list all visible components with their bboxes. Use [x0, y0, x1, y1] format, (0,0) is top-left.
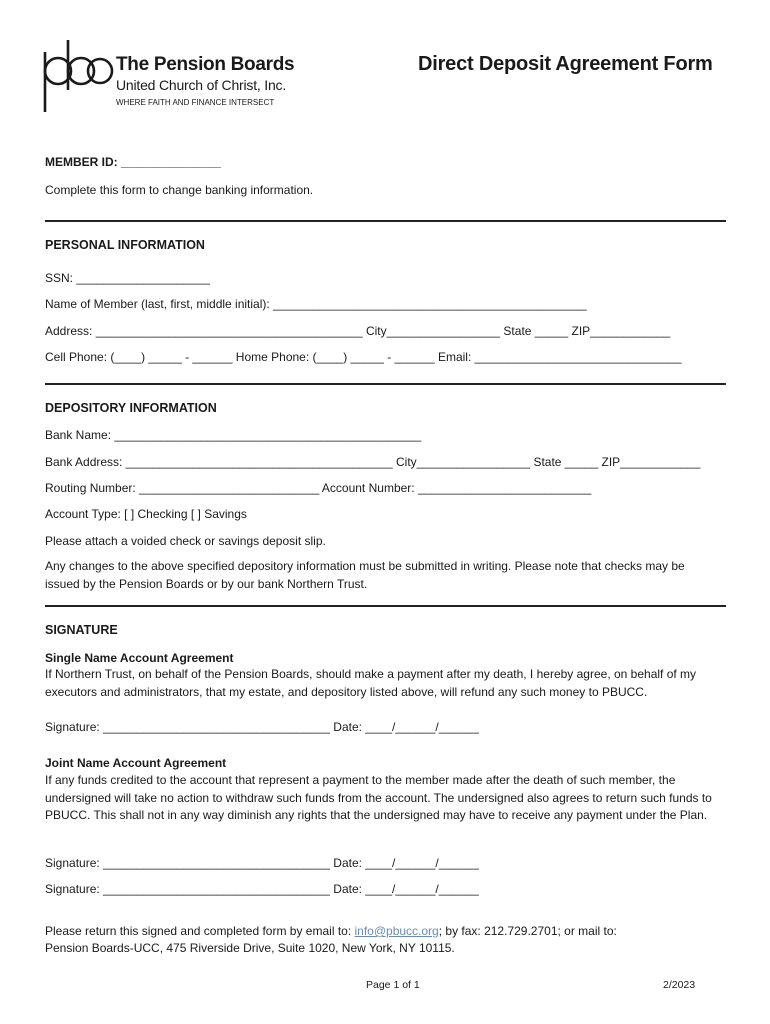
single-name-agreement-title: Single Name Account Agreement — [45, 651, 234, 665]
page-number: Page 1 of 1 — [366, 979, 420, 991]
mailing-address: Pension Boards-UCC, 475 Riverside Drive, Suite 1020, New York, NY 10115. — [45, 941, 455, 955]
email-link[interactable]: info@pbucc.org — [354, 924, 439, 938]
routing-account-fields[interactable]: Routing Number: ___________________________ Account Number: __________________________ — [45, 481, 592, 495]
ssn-field[interactable]: SSN: ____________________ — [45, 271, 210, 285]
signature-date-line-joint-1[interactable]: Signature: __________________________________ Date: ____/______/______ — [45, 856, 479, 870]
bank-name-field[interactable]: Bank Name: ______________________________________________ — [45, 428, 422, 442]
return-instructions — [45, 924, 617, 938]
address-field[interactable]: Address: ________________________________________ City_________________ State _____ ZIP____________ — [45, 324, 671, 338]
depository-info-heading: DEPOSITORY INFORMATION — [45, 401, 217, 415]
return-suffix: ; by fax: 212.729.2701; or mail to: — [438, 924, 617, 938]
account-type-checkboxes[interactable]: Account Type: [ ] Checking [ ] Savings — [45, 507, 247, 521]
phone-email-fields[interactable]: Cell Phone: (____) _____ - ______ Home Phone: (____) _____ - ______ Email: _______________________________ — [45, 350, 682, 364]
joint-name-agreement-text: If any funds credited to the account that represent a payment to the member made after the death of such member, the undersigned will take no action to withdraw such funds from the account. The undersigned also agrees to return such funds to PBUCC. This shall not in any way diminish any rights that the undersigned may have to receive any payment under the Plan. — [45, 773, 712, 822]
org-tagline: WHERE FAITH AND FINANCE INTERSECT — [116, 98, 275, 107]
form-title: Direct Deposit Agreement Form — [418, 53, 713, 75]
joint-name-agreement-title: Joint Name Account Agreement — [45, 756, 227, 770]
signature-date-line-single[interactable]: Signature: __________________________________ Date: ____/______/______ — [45, 720, 479, 734]
single-name-agreement-text: If Northern Trust, on behalf of the Pension Boards, should make a payment after my death, I hereby agree, on behalf of my executors and administrators, that my estate, and depository listed above, will refund any such money to PBUCC. — [45, 667, 697, 699]
signature-date-line-joint-2[interactable]: Signature: __________________________________ Date: ____/______/______ — [45, 882, 479, 896]
return-prefix: Please return this signed and completed form by email to: — [45, 924, 355, 938]
section-divider — [45, 220, 726, 222]
attach-check-note: Please attach a voided check or savings deposit slip. — [45, 534, 326, 548]
changes-notice: Any changes to the above specified depository information must be submitted in writing. Please note that checks may be issued by the Pension Boards or by our bank Northern Trust. — [45, 559, 685, 591]
form-version-date: 2/2023 — [663, 979, 696, 991]
form-instructions: Complete this form to change banking information. — [45, 183, 314, 197]
member-name-field[interactable]: Name of Member (last, first, middle initial): _______________________________________________ — [45, 297, 587, 311]
org-name: The Pension Boards — [116, 54, 295, 75]
section-divider — [45, 605, 726, 607]
pbo-logo-mark — [42, 38, 114, 116]
bank-address-field[interactable]: Bank Address: ________________________________________ City_________________ State _____ ZIP____________ — [45, 455, 701, 469]
member-id-field[interactable]: MEMBER ID: _______________ — [45, 155, 222, 169]
personal-info-heading: PERSONAL INFORMATION — [45, 238, 205, 252]
section-divider — [45, 383, 726, 385]
org-subtitle: United Church of Christ, Inc. — [116, 77, 287, 93]
pension-boards-logo — [42, 38, 302, 116]
signature-heading: SIGNATURE — [45, 623, 118, 637]
